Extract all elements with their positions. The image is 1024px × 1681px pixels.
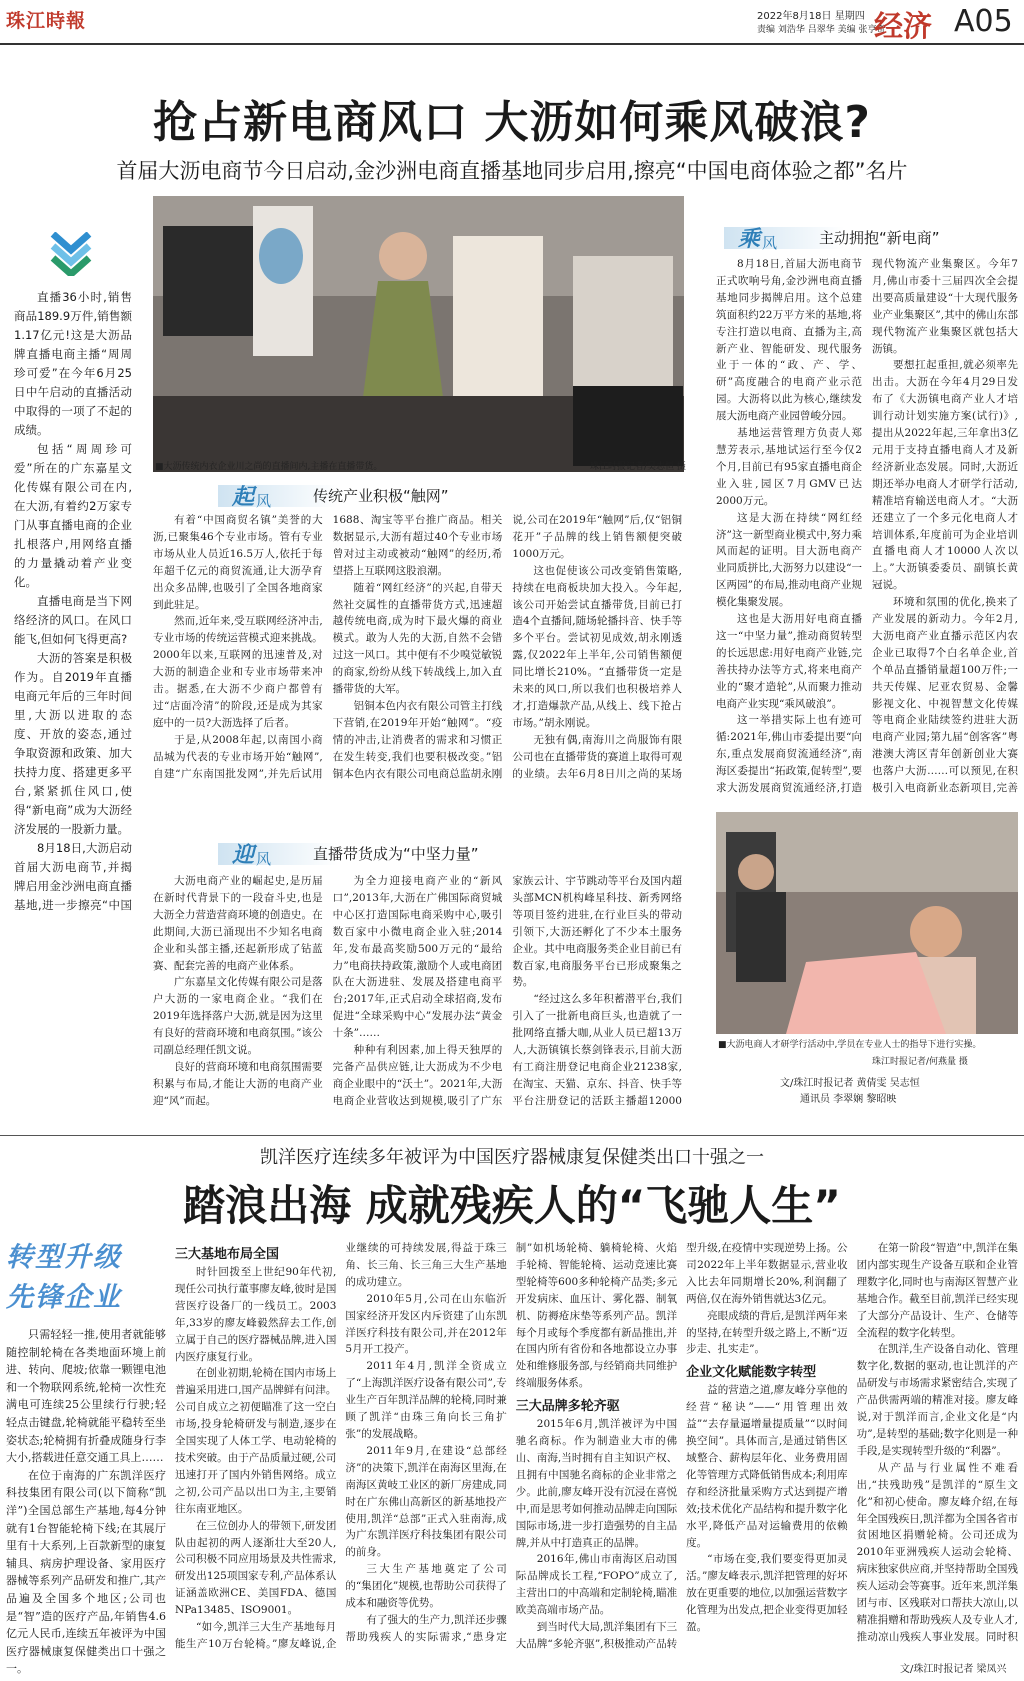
body-paragraph: 为全力迎接电商产业的“新风口”,2013年,大沥在广佛国际商贸城中心区打造国际电商采购中心,吸引数百家中小微电商企业入驻;2014年,发布最高奖励500万元的“最给力”电商扶持政策,激励个人或电商团队在大沥进驻、发展及搭建电商平台;2017年,正式启动全球招商,发布促进“全球采购中心”发展办法“黄金十条”…… — [332, 875, 503, 1040]
body-paragraph: 有着“中国商贸名镇”美誉的大沥,已聚集46个专业市场。管有专业市场从业人员近16.5万人,依托于每年超千亿元的商贸流通,让大沥孕育出众多品牌,也吸引了全国各地商家到此驻足。 — [153, 514, 323, 611]
body-paragraph: 在第一阶段“智造”中,凯洋在集团内部实现生产设备互联和企业管理数字化,同时也与南海区智慧产业基地合作。截至目前,凯洋已经实现了大部分产品设计、生产、仓储等全流程的数字化转型。 — [856, 1242, 1018, 1339]
body-paragraph: 三大生产基地奠定了公司的“集团化”规模,也帮助公司获得了成本和融资等优势。 — [345, 1563, 507, 1610]
story1-byline2: 通讯员 李翠娴 黎昭映 — [800, 1094, 897, 1105]
photo2-credit: 珠江时报记者/何燕量 摄 — [872, 1057, 968, 1067]
story2-body — [175, 1240, 1018, 1660]
body-paragraph: 益的营造之道,廖友峰分享他的经营“秘诀”——“用管理出效益”“去存量逼增量提质量”“以时间换空间”。具体而言,是通过销售区域整合、薪构层年化、业务费用固化等管理方式降低销售成本;利用库存和经济批量采购方式达到提产增效;技术优化产品结构和提升数字化水平,降低产品对运输费用的依赖度。 — [686, 1384, 848, 1549]
page-number: A05 — [954, 4, 1013, 39]
body-paragraph: 时针回拨至上世纪90年代初,现任公司执行董事廖友峰,彼时是国营医疗设备厂的一线员工。2003年,33岁的廖友峰毅然辞去工作,创立属于自己的医疗器械品牌,进入国内医疗康复行业。 — [175, 1266, 337, 1363]
lead-paragraph: 只需轻轻一推,使用者就能够随控制轮椅在各类地面环境上前进、转向、爬坡;依靠一颗锂电池和一个物联网系统,轮椅一次性充满电可连续25公里续行行驶;轻轻点击键盘,轮椅就能平稳转至坐姿状态;轮椅拥有折叠成随身行李大小,搭载进任意交通工具上…… — [6, 1328, 166, 1465]
body-paragraph: 这一举措实际上也有迹可循:2021年,佛山市委提出要“向东,重点发展商贸流通经济”,南海区委提出“拓政策,促转型”,要求大沥发展商贸流通经济,打造现代物流产业集聚区。今年7月,佛山市委十三届四次全会提出要高质量建设“十大现代服务业产业集聚区”,其中的佛山东部现代物流产业集聚区就包括大沥镇。 — [716, 258, 1018, 795]
body-paragraph: 然而,近年来,受互联网经济冲击,专业市场的传统运营模式迎来挑战。2000年以来,互联网的迅速普及,对大沥的制造企业和专业市场带来冲击。据悉,在大沥不少商户都曾有过“店面冷清”的阶段,还是成为其家庭中的一员?大沥选择了后者。 — [153, 615, 323, 729]
section1-heading — [232, 482, 682, 508]
chevron-down-icon — [50, 232, 92, 276]
story2-byline: 文/珠江时报记者 梁凤兴 — [900, 1664, 1007, 1675]
body-paragraph: 基地运营管理方负责人郑慧芳表示,基地试运行至今仅2个月,目前已有95家直播电商企业入驻,园区7月GMV已达2000万元。 — [716, 427, 862, 507]
body-paragraph: 有了强大的生产力,凯洋还步骤帮助残疾人的实际需求,“患身定制”如机场轮椅、躺椅轮椅、火焰手轮椅、智能轮椅、运动竞速比赛型轮椅等600多种轮椅产品类;多元开发病床、血压计、雾化器、制氧机、防褥疮床垫等系列产品。凯洋每个月或每个季度都有新品推出,并在国内所有省份和各地都设立办事处和维修服务部,与经销商共同维护终端服务体系。 — [345, 1242, 678, 1643]
sidebar-paragraph: 包括“周周珍可爱”所在的广东嘉星文化传媒有限公司在内,在大沥,有着约2万家专门从事直播电商的企业扎根落户,用网络直播的力量撬动着产业变化。 — [14, 442, 132, 589]
sidebar-paragraph: 8月18日,大沥启动首届大沥电商节,并揭牌启用金沙洲电商直播基地,进一步擦亮“中国 — [14, 841, 132, 912]
issue-date: 2022年8月18日 星期四 — [757, 11, 865, 22]
body-paragraph: 这也是大沥用好电商直播这一“中坚力量”,推动商贸转型的长远思虑:用好电商产业链,完善扶持办法等方式,将来电商产业的“聚才造轮”,从而聚力推动电商产业实现“乘风破浪”。 — [716, 613, 862, 710]
body-paragraph: 铝铜本色内衣有限公司管主打线下营销,在2019年开始“触网”。“疫情的冲击,让消费者的需求和习惯正在发生转变,我们也要积极改变。”铝铜本色内衣有限公司电商总监胡永刚说,公司在2019年“触网”后,仅“铝铜花开”子品牌的线上销售额便突破1000万元。 — [332, 514, 682, 780]
body-paragraph: 种种有利因素,加上得天独厚的完备产品供应链,让大沥成为不少电商企业眼中的“沃土”。2021年,大沥电商企业营收达到规模,吸引了广东家族云计、宇节跳动等平台及国内超头部MCN机构峰星科技、新秀网络等项目签约进驻,在行业巨头的带动引领下,大沥还孵化了不少本土服务企业。其中电商服务类企业目前已有数百家,电商服务平台已形成聚集之势。 — [332, 875, 682, 1107]
photo1-credit: 珠江时报记者/吴志恒 摄 — [590, 462, 686, 472]
body-paragraph: “经过这么多年积蓄潜平台,我们引入了一批新电商巨头,也造就了一批网络直播大咖,从业人员已超13万人,大沥镇镇长蔡剑锋表示,目前大沥有工商注册登记电商企业21238家,在淘宝、天猫、京东、抖音、快手等平台注册登记的活跃主播超12000 — [512, 993, 682, 1107]
body-paragraph: 到当时代大局,凯洋集团有下三大品牌“多轮齐驱”,积极推动产品转型升级,在疫情中实现逆势上扬。公司2022年上半年数据显示,营业收入比去年同期增长20%,利润翻了两倍,仅在海外销售就达3亿元。 — [515, 1242, 848, 1650]
section3-title: 主动拥抱“新电商” — [819, 228, 940, 247]
body-paragraph: 无独有偶,南海川之尚服饰有限公司也在直播带货的赛道上取得可观的业绩。去年6月8日川之尚的某场 — [512, 733, 682, 780]
sidebar-paragraph: 直播36小时,销售商品189.9万件,销售额1.17亿元!这是大沥品牌直播电商主播“周周珍可爱”在今年6月25日中午启动的直播活动中取得的一项了不起的成绩。 — [14, 290, 132, 437]
story2-headline: 踏浪出海 成就残疾人的“飞驰人生” — [183, 1181, 841, 1230]
story2-subhead: 三大品牌多轮齐驱 — [515, 1399, 620, 1415]
section3-art-glyph: 乘 — [738, 225, 761, 252]
story2-lead — [6, 1326, 166, 1678]
story1-byline: 文/珠江时报记者 黄倩雯 吴志恒 — [780, 1078, 920, 1089]
body-paragraph: 于是,从2008年起,以南国小商品城为代表的专业市场开始“触网”,自建“广东南国批发网”,并先后试用1688、淘宝等平台推广商品。相关数据显示,大沥有超过40个专业市场曾对过主动或被动“触网”的经历,希望搭上互联网这股浪潮。 — [153, 514, 503, 780]
body-paragraph: “市场在变,我们要变得更加灵活。”廖友峰表示,凯洋把管理的好坏放在更重要的地位,以加强运营数字化管理为出发点,把企业变得更加轻盈。 — [686, 1553, 848, 1634]
section1-title: 传统产业积极“触网” — [313, 486, 449, 505]
section3-heading — [738, 224, 1018, 250]
section3-body — [716, 256, 1018, 804]
section1-art-glyph: 起 — [232, 483, 255, 510]
section3-art-glyph2: 风 — [762, 233, 778, 252]
story2-subhead: 三大基地布局全国 — [175, 1247, 280, 1262]
training-photo — [716, 812, 1018, 1034]
body-paragraph: 2010年5月,公司在山东临沂国家经济开发区内斥资建了山东凯洋医疗科技有限公司,并在2012年5月开工投产。 — [345, 1292, 507, 1356]
body-paragraph: 2011年9月,在建设“总部经济”的决策下,凯洋在南海区里海,在南海区黄岐工业区的新厂房建成,同时在广东佛山高新区的新基地投产使用,凯洋“总部”正式入驻南海,成为广东凯洋医疗科技集团有限公司的前身。 — [345, 1444, 507, 1559]
body-paragraph: 环境和氛围的优化,换来了产业发展的新动力。今年2月,大沥电商产业直播示范区内农企业已取得7个白名单企业,首个单品直播销量超100万件;一共天传媒、尼亚农贸易、金馨影视文化、中视智慧文化传媒等电商企业陆续签约进驻大沥电商产业园;第九届“创客客”粤港澳大湾区青年创新创业大赛也落户大沥……可以预见,在积极引入电商新业态新项目,完善 — [872, 596, 1018, 795]
lead-paragraph: 在位于南海的广东凯洋医疗科技集团有限公司(以下简称“凯洋”)全国总部生产基地,每4分钟就有1台智能轮椅下线;在其展厅里有十大系列,上百款新型的康复辅具、病房护理设备、家用医疗器械等系列产品研发和推广,其产品遍及全国多个地区;公司也是“智”造的医疗产品,年销售4.6亿元人民币,连续五年被评为中国医疗器械康复保健类出口十强之一。 — [6, 1468, 166, 1676]
body-paragraph: 2011年4月,凯洋全资成立了“上海凯洋医疗设备有限公司”,专业生产百年凯洋品牌的轮椅,同时兼顾了凯洋“由珠三角向长三角扩张”的发展战略。 — [345, 1360, 507, 1440]
body-paragraph: 亮眼成绩的背后,是凯洋两年来的坚持,在转型升级之路上,不断“迈步走、扎实走”。 — [686, 1309, 848, 1356]
body-paragraph: 随着“网红经济”的兴起,自带天然社交属性的直播带货方式,迅速超越传统电商,成为时下最火爆的商业模式。敢为人先的大沥,自然不会错过这一风口。其中便有不少嗅觉敏锐的商家,纷纷从线下转战线上,加入直播带货的大军。 — [332, 581, 503, 696]
section2-body — [153, 873, 682, 1113]
body-paragraph: 在三位创办人的带领下,研发团队由起初的两人逐渐壮大至20人,公司积极不同应用场景及共性需求,研发出125项国家专利,产品体系认证涵盖欧洲CE、美国FDA、德国NPa13485、ISO9001。 — [175, 1519, 337, 1617]
section1-art-glyph2: 风 — [256, 491, 272, 510]
story1-headline: 抢占新电商风口 大沥如何乘风破浪? — [153, 97, 871, 148]
section2-heading — [232, 840, 682, 866]
body-paragraph: 8月18日,首届大沥电商节正式吹响号角,金沙洲电商直播基地同步揭牌启用。这个总建筑面积约22万平方米的基地,将专注打造以电商、直播为主,高新产业、智能研发、现代服务业于一体的“政、产、学、研”高度融合的电商产业示范园。大沥将以此为核心,继续发展大沥电商产业园曾峻分园。 — [716, 258, 862, 423]
newspaper-logo: 珠江時報 — [6, 10, 87, 32]
body-paragraph: 这也促使该公司改变销售策略,持续在电商板块加大投入。今年起,该公司开始尝试直播带货,目前已打造4个直播间,随场轮播抖音、快手等多个平台。尝试初见成效,胡永刚透露,仅2022年上半年,公司销售额便同比增长210%。“直播带货一定是未来的风口,所以我们也积极培养人才,打造爆款产品,从线上、线下抢占市场。”胡永刚说。 — [512, 564, 682, 729]
photo1-caption: ■大沥传统内衣企业川之尚的直播间内,主播在直播带货。 — [155, 462, 383, 472]
story2-subhead: 企业文化赋能数字转型 — [686, 1365, 817, 1381]
body-paragraph: 良好的营商环境和电商氛围需要积累与布局,才能让大沥的电商产业迎“风”而起。 — [153, 1060, 323, 1107]
section-name: 经济 — [874, 9, 933, 43]
body-paragraph: 在创业初期,轮椅在国内市场上普遍采用进口,国产品牌鲜有问津。公司自成立之初便瞄准了这一空白市场,投身轮椅研发与制造,逐步在全国实现了人体工学、电动轮椅的技术突破。由于产品质量过硬,公司迅速打开了国内外销售网络。成立之初,公司产品以出口为主,主要销往东南亚地区。 — [175, 1367, 337, 1515]
series-banner: 转型升级 先锋企业 — [6, 1242, 122, 1313]
body-paragraph: 2015年6月,凯洋被评为中国驰名商标。作为制造业大市的佛山、南海,当时拥有自主知识产权、且拥有中国驰名商标的企业非常之少。此前,廖友峰开没有沉浸在喜悦中,而是思考如何推动品牌走向国际国际市场,进一步打造强势的自主品牌,并从中打造真正的品牌。 — [515, 1418, 678, 1549]
body-paragraph: 2016年,佛山市南海区启动国际品牌成长工程,“FOPO”成立了,主营出口的中高端和定制轮椅,瞄准欧美高端市场产品。 — [515, 1553, 678, 1617]
header-divider — [0, 43, 1024, 45]
body-paragraph: 从产品与行业属性不难看出,“扶残助残”是凯洋的“原生文化”和初心使命。廖友峰介绍,在每年全国残疾日,凯洋都为全国各省市贫困地区捐赠轮椅。公司还成为2010年亚洲残疾人运动会轮椅、病床独家供应商,并坚持帮助全国残疾人运动会等赛事。近年来,凯洋集团与市、区残联对口帮扶大凉山,以精准捐赠和帮助残疾人及专业人才,推动凉山残疾人事业发展。同时积 — [856, 1461, 1018, 1643]
story1-subheadline: 首届大沥电商节今日启动,金沙洲电商直播基地同步启用,擦亮“中国电商体验之都”名片 — [116, 159, 908, 183]
body-paragraph: “如今,凯洋三大生产基地每月能生产10万台轮椅。”廖友峰说,企业继续的可持续发展,得益于珠三角、长三角、长三角三大生产基地的成功建立。 — [175, 1242, 507, 1650]
story2-kicker: 凯洋医疗连续多年被评为中国医疗器械康复保健类出口十强之一 — [260, 1147, 764, 1168]
sidebar-paragraph: 大沥的答案是积极作为。自2019年直播电商元年后的三年时间里,大沥以进取的态度、开放的姿态,通过争取资源和政策、加大扶持力度、搭建更多平台,紧紧抓住风口,使得“新电商”成为大沥经济发展的一股新力量。 — [14, 651, 132, 836]
photo2-caption: ■大沥电商人才研学行活动中,学员在专业人士的指导下进行实操。 — [718, 1040, 982, 1050]
sidebar-paragraph: 直播电商是当下网络经济的风口。在风口能飞,但如何飞得更高? — [14, 594, 132, 646]
section2-art-glyph2: 风 — [256, 849, 272, 868]
body-paragraph: 这是大沥在持续“网红经济”这一新型商业模式中,努力乘风而起的证明。目大沥电商产业同质拼比,大沥努力以建设“一区两园”的布局,推动电商产业规模化集聚发展。 — [716, 511, 862, 609]
editors-line: 责编 刘浩华 吕翠华 美编 张亨奇 — [757, 25, 886, 35]
body-paragraph: 大沥电商产业的崛起史,是历届在新时代背景下的一段奋斗史,也是大沥全力营造营商环境的创造史。在此期间,大沥已涌现出不少知名电商企业和头部主播,还起新形成了钻蓝赛、配套完善的电商产业体系。 — [153, 875, 323, 972]
body-paragraph: 要想扛起重担,就必须率先出击。大沥在今年4月29日发布了《大沥镇电商产业人才培训行动计划实施方案(试行)》,提出从2022年起,三年拿出3亿元用于支持直播电商人才及新经济新业态发展。同时,大沥近期还举办电商人才研学行活动,精准培育输送电商人才。“大沥还建立了一个多元化电商人才培训体系,年度前可为企业培训直播电商人才10000人次以上。”大沥镇委委员、副镇长黄冠说。 — [872, 359, 1018, 592]
body-paragraph: 在凯洋,生产设备自动化、管理数字化,数据的驱动,也让凯洋的产品研发与市场需求紧密结合,实现了产品供需两端的精准对接。廖友峰说,对于凯洋而言,企业文化是“内功”,是转型的基础;数字化则是一种手段,是实现转型升级的“利器”。 — [856, 1343, 1018, 1457]
story-divider — [0, 1135, 1024, 1136]
livestream-photo — [153, 196, 684, 472]
section2-art-glyph: 迎 — [232, 841, 255, 868]
body-paragraph: 广东嘉星文化传媒有限公司是落户大沥的一家电商企业。“我们在2019年选择落户大沥,就是因为这里有良好的营商环境和电商氛围。”该公司副总经理任凯文说。 — [153, 976, 323, 1057]
section2-title: 直播带货成为“中坚力量” — [313, 844, 479, 863]
section1-body — [153, 512, 682, 784]
story1-sidebar-lead — [14, 288, 132, 918]
